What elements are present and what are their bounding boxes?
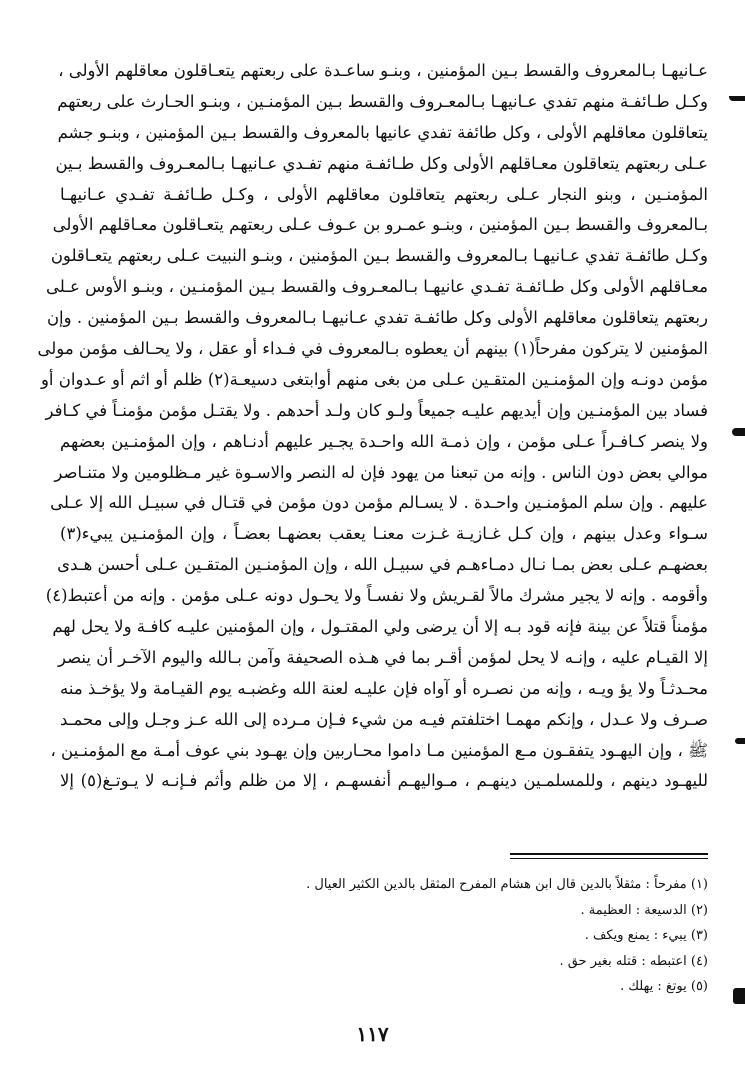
text-line: بـالمعروف والقسط بـين المؤمنين ، وبنـو عمـرو بن عـوف عـلى ربعتهم يتعـاقلون معـاقلهم الأولى [52, 215, 708, 235]
main-text [37, 56, 708, 797]
text-line: المؤمنين لا يتركون مفرحاً(١) بينهم أن يعطوه بـالمعروف في فـداء أو عقل ، ولا يحـالف مؤمن مولى [37, 339, 708, 359]
footnote-item: (٢) الدسيعة : العظيمة . [580, 902, 708, 918]
text-line: عـانيهـا بـالمعروف والقسط بـين المؤمنين ، وبنـو ساعـدة على ربعتهم يتعـاقلون معاقلهم الأولى ، [58, 61, 708, 80]
text-line: وكـل طـائفـة منهم تفدي عـانيهـا بـالمعـروف والقسط بـين المؤمنـين ، وبنـو الحـارث على ربعتهم [57, 91, 708, 111]
text-line: ﷺ ، وإن اليهـود يتفقـون مـع المؤمنين مـا داموا محـاربين وإن يهـود بني عوف أمـة مع المؤمنـين ، [50, 740, 708, 760]
footnote-item: (٥) يوتغ : يهلك . [620, 979, 708, 995]
footnote-item: (٣) يبيء : يمنع ويكف . [584, 928, 708, 944]
text-line: يتعاقلون معاقلهم الأولى ، وكل طائفة تفدي عانيها بالمعروف والقسط بـين المؤمنين ، وبنـو جشم [57, 122, 708, 142]
text-line: لليهـود دينهم ، وللمسلمـين دينهـم ، مـواليهـم أنفسهـم ، إلا من ظلم وأثم فـإنـه لا يـوتـغ(٥) إلا [60, 771, 708, 791]
text-line: وكـل طائفـة تفدي عـانيهـا بـالمعروف والقسط بـين المؤمنين ، وبنـو النبيت عـلى ربعتهم يتعـاقلون [50, 246, 708, 266]
text-line: إلا القيـام عليه ، وإنـه لا يحل لمؤمن أقـر بما في هـذه الصحيفة وآمن بـالله واليوم الآخـر أن ينصر [58, 647, 708, 667]
footnote-item: (١) مفرحاً : مثقلاً بالدين قال ابن هشام المفرح المثقل بالدين الكثير العيال . [306, 877, 708, 892]
footnote-item: (٤) اعتبطه : قتله بغير حق . [559, 953, 708, 969]
text-line: وأقومه . وإنه لا يجير مشرك مالاً لقـريش ولا نفسـاً ولا يحـول دونه عـلى مؤمن . وإنه من أعتبط(٤) [45, 586, 708, 606]
page-number: ١١٧ [356, 1022, 389, 1046]
footnote-separator [510, 853, 708, 859]
scan-edge-mark [733, 988, 745, 1004]
scan-edge-mark [735, 738, 745, 744]
text-line: عـلى ربعتهم يتعاقلون معـاقلهم الأولى وكل طـائفـة منهم تفـدي عـانيهـا بـالمعـروف والقسط بـين [55, 153, 708, 173]
scan-edge-mark [732, 428, 745, 436]
text-line: عليهم . وإن سلم المؤمنـين واحـدة . لا يسـالم مؤمن دون مؤمن في قتـال في سبيـل الله إلا عـلى [50, 493, 708, 513]
footnotes [60, 872, 708, 1000]
text-line: صـرف ولا عـدل ، وإنكم مهمـا اختلفتم فيـه من شيء فـإن مـرده إلى الله عـز وجـل وإلى محمـد [60, 709, 708, 729]
text-line: فساد بين المؤمنـين وإن أيديهم عليـه جميعاً ولـو كان ولـد أحدهم . ولا يقتـل مؤمن مؤمنـاً في كـافر [45, 400, 708, 420]
text-line: ربعتهم يتعاقلون معاقلهم الأولى وكل طائفـة تفدي عـانيهـا بـالمعروف والقسط بـين المؤمنين . وإن [46, 308, 708, 328]
text-line: بعضهـم عـلى بعض بمـا نـال دمـاءهـم في سبيـل الله ، وإن المؤمنـين المتقـين عـلى أحسن هـدى [57, 555, 708, 575]
text-line: مؤمناً قتلاً عن بينة فإنه قود بـه إلا أن يرضى ولي المقتـول ، وإن المؤمنين عليـه كافـة ولا يحل لهم [52, 617, 708, 637]
text-line: مؤمن دونـه وإن المؤمنـين المتقـين عـلى من بغى منهم أوابتغى دسيعـة(٢) ظلم أو اثم أو عـدوان أو [40, 369, 708, 389]
text-line: محـدثـاً ولا يؤ ويـه ، وإنه من نصـره أو آواه فإن عليـه لعنة الله وغضبـه يوم القيـامة ولا يؤخـذ منه [60, 678, 708, 698]
text-line: سـواء وعدل بينهم ، وإن كـل غـازيـة غـزت معنـا يعقب بعضهـا بعضـاً ، وإن المؤمنـين يبيء(٣) [60, 524, 708, 544]
text-line: موالي بعض دون الناس . وإنه من تبعنا من يهود فإن له النصر والاسـوة غير مـظلومين ولا متنـاصر [54, 462, 708, 482]
text-line: معـاقلهم الأولى وكل طـائفـة تفـدي عانيهـا بـالمعـروف والقسط بـين المؤمنـين ، وبنـو الأوس عـلى [45, 277, 708, 297]
scan-edge-mark [729, 96, 745, 101]
text-line: المؤمنـين ، وبنو النجار عـلى ربعتهم يتعاقلون معاقلهم الأولى ، وكـل طـائفـة تفـدي عـانيهـا [60, 184, 708, 204]
text-line: ولا ينصر كـافـراً عـلى مؤمن ، وإن ذمـة الله واحـدة يجـير عليهم أدنـاهم ، وإن المؤمنـين بعضهم [60, 431, 708, 451]
